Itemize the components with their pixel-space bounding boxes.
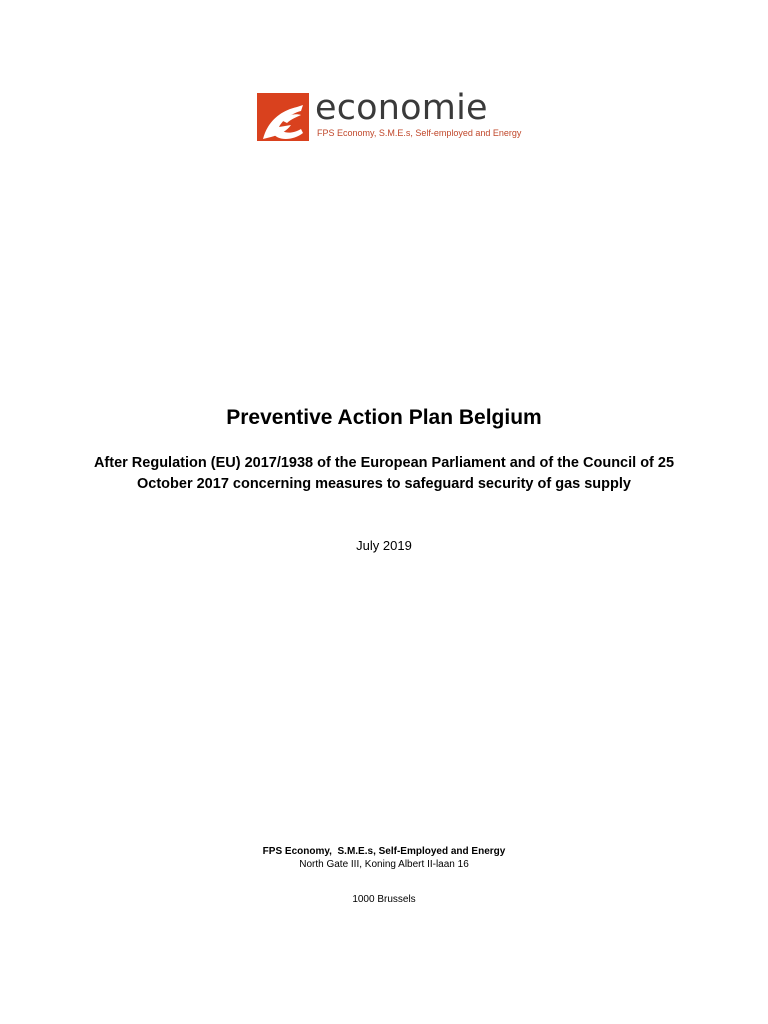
address-city: 1000 Brussels <box>352 894 416 905</box>
document-subtitle: After Regulation (EU) 2017/1938 of the European Parliament and of the Council of 25 October 2017 concerning measures to safeguard security of gas supply <box>93 455 675 492</box>
document-title: Preventive Action Plan Belgium <box>226 406 542 429</box>
address-street: North Gate III, Koning Albert II-laan 16 <box>299 859 469 870</box>
economie-logo <box>257 88 522 143</box>
logo-wordmark: economie <box>315 88 488 128</box>
document-date: July 2019 <box>356 538 412 553</box>
address-organisation: FPS Economy, S.M.E.s, Self-Employed and Energy <box>262 846 506 857</box>
stylized-e-logo-icon <box>257 93 309 141</box>
logo-tagline: FPS Economy, S.M.E.s, Self-employed and Energy <box>317 128 522 138</box>
